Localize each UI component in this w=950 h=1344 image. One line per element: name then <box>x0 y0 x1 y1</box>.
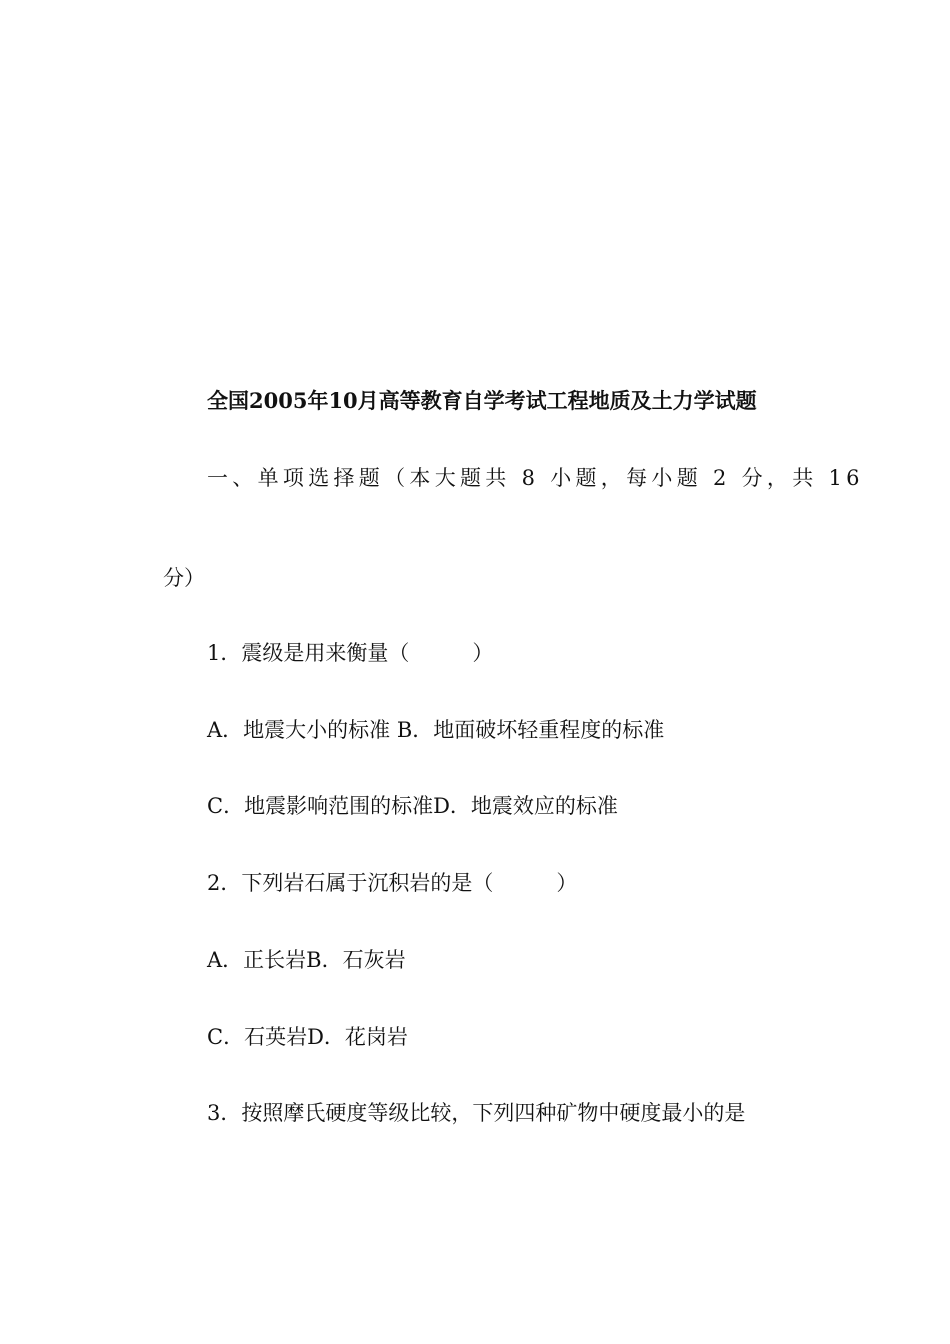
document-title: 全国2005年10月高等教育自学考试工程地质及土力学试题 <box>207 388 757 413</box>
question-2-options-line-2: C．石英岩D．花岗岩 <box>207 1025 408 1049</box>
question-1-stem: 1．震级是用来衡量（ ） <box>207 641 494 665</box>
question-1-options-line-1: A．地震大小的标准 B．地面破坏轻重程度的标准 <box>207 718 665 742</box>
question-1-options-line-2: C．地震影响范围的标准D．地震效应的标准 <box>207 794 618 818</box>
question-2-options-line-1: A．正长岩B．石灰岩 <box>207 948 406 972</box>
question-2-stem: 2．下列岩石属于沉积岩的是（ ） <box>207 871 578 895</box>
section-heading-continuation: 分） <box>163 566 205 590</box>
section-heading: 一、单项选择题（本大题共 8 小题，每小题 2 分，共 16 <box>207 466 864 490</box>
question-3-stem: 3．按照摩氏硬度等级比较，下列四种矿物中硬度最小的是 <box>207 1101 746 1125</box>
